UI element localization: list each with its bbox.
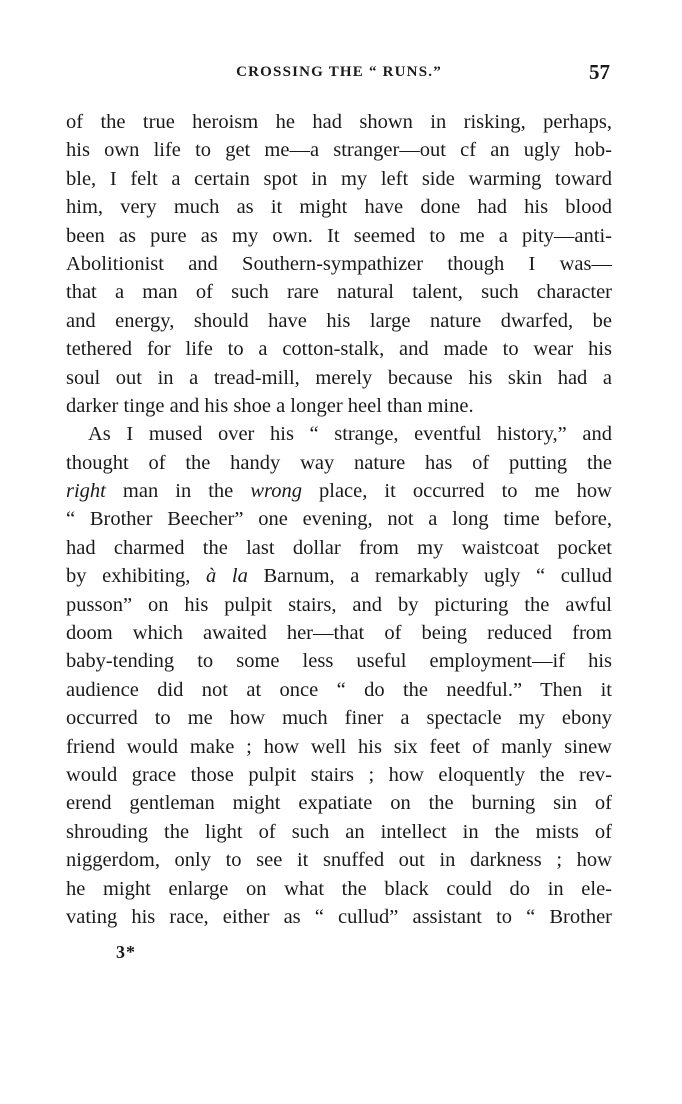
- text-line: niggerdom, only to see it snuffed out in darkness ; how: [66, 849, 612, 872]
- running-title: CROSSING THE “ RUNS.”: [236, 64, 442, 80]
- text-line: that a man of such rare natural talent, such character: [66, 281, 612, 304]
- text-line: Abolitionist and Southern-sympathizer though I was—: [66, 252, 612, 275]
- text-line: soul out in a tread-mill, merely because his skin had a: [66, 366, 612, 389]
- text-line: As I mused over his “ strange, eventful history,” and: [88, 423, 612, 446]
- text-line: ble, I felt a certain spot in my left side warming toward: [66, 167, 612, 190]
- signature-mark: 3*: [116, 942, 136, 962]
- text-line: been as pure as my own. It seemed to me a pity—anti-: [66, 224, 612, 247]
- text-line: pusson” on his pulpit stairs, and by picturing the awful: [66, 593, 612, 616]
- text-line: doom which awaited her—that of being reduced from: [66, 622, 612, 645]
- body-text: [66, 108, 612, 931]
- text-line: friend would make ; how well his six feet of manly sinew: [66, 735, 612, 758]
- text-line: erend gentleman might expatiate on the burning sin of: [66, 792, 612, 815]
- text-line: “ Brother Beecher” one evening, not a long time before,: [66, 508, 612, 531]
- text-line: by exhibiting, à la Barnum, a remarkably ugly “ cullud: [66, 565, 612, 588]
- text-line: vating his race, either as “ cullud” assistant to “ Brother: [66, 905, 612, 928]
- text-line: baby-tending to some less useful employment—if his: [66, 650, 612, 673]
- running-head: [66, 60, 612, 90]
- text-line: had charmed the last dollar from my waistcoat pocket: [66, 536, 612, 559]
- text-line: he might enlarge on what the black could do in ele-: [66, 877, 612, 900]
- text-line: of the true heroism he had shown in risking, perhaps,: [66, 111, 612, 133]
- text-line: right man in the wrong place, it occurred to me how: [66, 480, 612, 503]
- text-line: shrouding the light of such an intellect in the mists of: [66, 820, 612, 843]
- text-line: thought of the handy way nature has of putting the: [66, 451, 612, 474]
- text-line: occurred to me how much finer a spectacle my ebony: [66, 707, 612, 730]
- page-number: 57: [589, 60, 610, 84]
- text-line: his own life to get me—a stranger—out cf an ugly hob-: [66, 139, 612, 162]
- text-line: darker tinge and his shoe a longer heel than mine.: [66, 394, 474, 417]
- text-line: audience did not at once “ do the needful.” Then it: [66, 678, 612, 701]
- text-line: and energy, should have his large nature dwarfed, be: [66, 309, 612, 332]
- text-line: would grace those pulpit stairs ; how eloquently the rev-: [66, 763, 612, 786]
- text-line: him, very much as it might have done had his blood: [66, 196, 612, 219]
- text-line: tethered for life to a cotton-stalk, and made to wear his: [66, 338, 612, 361]
